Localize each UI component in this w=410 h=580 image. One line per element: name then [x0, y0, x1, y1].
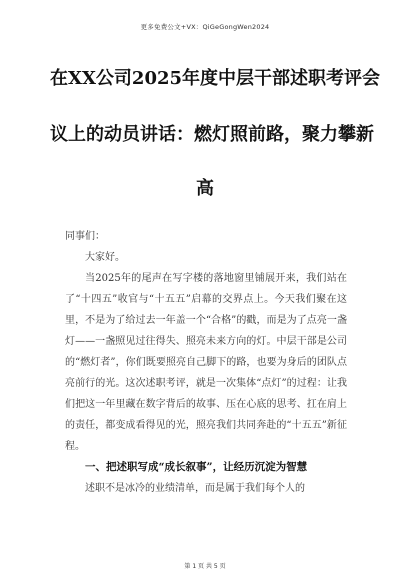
section-heading-1: 一、把述职写成“成长叙事”，让经历沉淀为智慧 [85, 461, 308, 473]
paragraph-1: 当2025年的尾声在写字楼的落地窗里铺展开来，我们站在了“十四五”收官与“十五五”启幕的交界点上。今天我们聚在这里，不是为了给过去一年盖一个“合格”的戳，而是为了点亮一盏灯——一盏照见过往得失、照亮未来方向的灯。中层干部是公司的“燃灯者”，你们既要照亮自己脚下的路，也要为身后的团队点亮前行的光。这次述职考评，就是一次集体“点灯”的过程：让我们把这一年里藏在数字背后的故事、压在心底的思考、扛在肩上的责任，都变成看得见的光，照亮我们共同奔赴的“十五五”新征程。 [65, 273, 347, 452]
page-number: 第 1 页 共 5 页 [184, 563, 226, 570]
document-body [65, 226, 347, 499]
greeting: 大家好。 [85, 252, 125, 263]
document-title-line-1: 在XX公司2025年度中层干部述职考评会 [50, 68, 381, 89]
document-title-line-2: 议上的动员讲话：燃灯照前路，聚力攀新 [50, 124, 374, 145]
salutation: 同事们： [65, 231, 105, 242]
paragraph-2: 述职不是冰冷的业绩清单，而是属于我们每个人的 [85, 483, 305, 494]
header-note: 更多免费公文+VX：QiGeGongWen2024 [140, 23, 270, 31]
document-title-line-3: 高 [196, 178, 214, 199]
